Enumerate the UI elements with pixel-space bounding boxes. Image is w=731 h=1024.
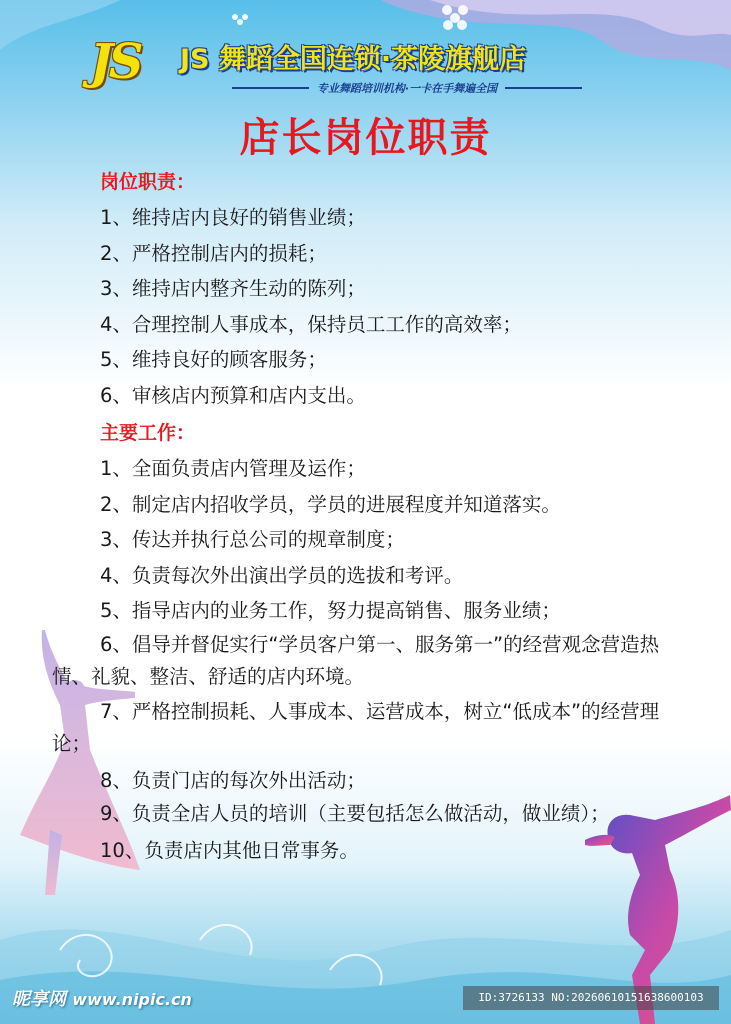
duty-item: 6、审核店内预算和店内支出。 — [100, 383, 366, 407]
duty-item: 1、维持店内良好的销售业绩； — [100, 206, 366, 229]
duty-item: 3、维持店内整齐生动的陈列； — [100, 277, 366, 300]
slogan-line-right — [505, 87, 582, 89]
page-title: 店长岗位职责 — [239, 114, 492, 161]
brand-name: JS 舞蹈全国连锁·茶陵旗舰店 — [180, 44, 527, 75]
work-item: 8、负责门店的每次外出活动； — [100, 768, 366, 792]
work-item: 9、负责全店人员的培训（主要包括怎么做活动，做业绩）； — [100, 802, 610, 825]
work-item: 6、倡导并督促实行“学员客户第一、服务第一”的经营观念营造热情、礼貌、整洁、舒适的店内环境。 — [52, 632, 660, 688]
watermark-site-name: 昵享网 — [12, 989, 66, 1010]
work-item: 5、指导店内的业务工作，努力提高销售、服务业绩； — [100, 599, 561, 622]
work-item: 10、负责店内其他日常事务。 — [100, 839, 359, 862]
work-item: 3、传达并执行总公司的规章制度； — [100, 528, 405, 551]
watermark-site-url: www.nipic.cn — [72, 990, 192, 1009]
work-item: 7、严格控制损耗、人事成本、运营成本，树立“低成本”的经营理论； — [52, 699, 660, 755]
watermark-site — [12, 985, 232, 1013]
duty-item: 2、严格控制店内的损耗； — [100, 241, 327, 265]
slogan-line-left — [232, 87, 309, 89]
content — [52, 168, 682, 869]
watermark-id: ID:3726133 NO:20260610151638600103 — [463, 986, 719, 1010]
work-item: 2、制定店内招收学员，学员的进展程度并知道落实。 — [100, 492, 561, 516]
work-item: 4、负责每次外出演出学员的选拔和考评。 — [100, 563, 464, 587]
work-item: 1、全面负责店内管理及运作； — [100, 457, 366, 480]
duties-heading: 岗位职责： — [100, 171, 196, 193]
slogan-row — [232, 78, 582, 98]
js-logo: JS — [90, 34, 140, 90]
duty-item: 5、维持良好的顾客服务； — [100, 348, 327, 371]
work-heading: 主要工作： — [100, 422, 196, 444]
duty-item: 4、合理控制人事成本，保持员工工作的高效率； — [100, 312, 522, 336]
slogan: 专业舞蹈培训机构·一卡在手舞遍全国 — [316, 82, 498, 95]
